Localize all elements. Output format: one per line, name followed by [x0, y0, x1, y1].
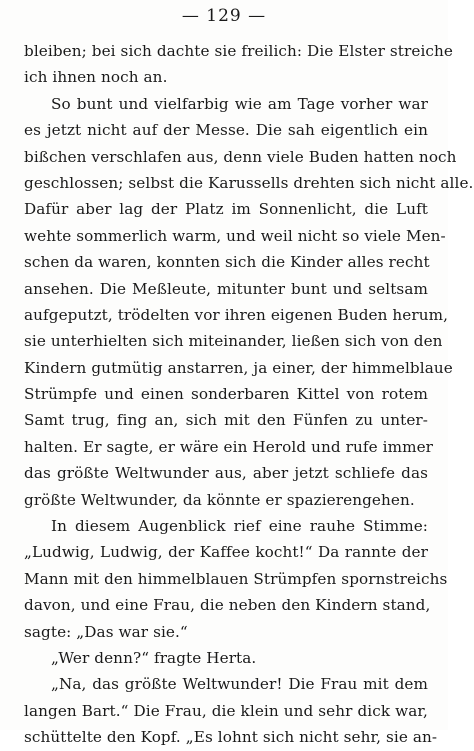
- text-line: schen da waren, konnten sich die Kinder alles recht: [24, 253, 430, 272]
- text-line: davon, und eine Frau, die neben den Kindern stand,: [24, 596, 431, 615]
- body-text: [24, 38, 474, 751]
- text-line: aufgeputzt, trödelten vor ihren eigenen Buden herum,: [24, 305, 449, 324]
- text-line: ansehen. Die Meßleute, mitunter bunt und seltsam: [24, 279, 428, 298]
- text-line: „Wer denn?“ fragte Herta.: [51, 648, 257, 667]
- text-line: schüttelte den Kopf. „Es lohnt sich nicht sehr, sie an-: [24, 728, 438, 747]
- text-line: Mann mit den himmelblauen Strümpfen spornstreichs: [24, 569, 448, 588]
- text-line: ich ihnen noch an.: [24, 68, 168, 87]
- text-line: größte Weltwunder, da könnte er spazierengehen.: [24, 490, 415, 509]
- page-number: — 129 —: [181, 6, 267, 26]
- text-line: wehte sommerlich warm, und weil nicht so viele Men-: [24, 226, 446, 245]
- text-line: langen Bart.“ Die Frau, die klein und sehr dick war,: [24, 701, 428, 720]
- text-line: bißchen verschlafen aus, denn viele Buden hatten noch: [24, 147, 457, 166]
- text-line: Dafür aber lag der Platz im Sonnenlicht, die Luft: [24, 200, 428, 219]
- text-line: bleiben; bei sich dachte sie freilich: Die Elster streiche: [24, 42, 453, 60]
- text-line: Kindern gutmütig anstarren, ja einer, der himmelblaue: [24, 358, 453, 377]
- text-line: geschlossen; selbst die Karussells drehten sich nicht alle.: [24, 173, 474, 192]
- text-line: sagte: „Das war sie.“: [24, 622, 188, 641]
- text-line: „Na, das größte Weltwunder! Die Frau mit dem: [51, 675, 428, 694]
- text-line: So bunt und vielfarbig wie am Tage vorher war: [51, 94, 428, 113]
- text-line: Strümpfe und einen sonderbaren Kittel von rotem: [24, 385, 428, 404]
- text-line: es jetzt nicht auf der Messe. Die sah eigentlich ein: [24, 121, 428, 140]
- text-line: halten. Er sagte, er wäre ein Herold und rufe immer: [24, 437, 434, 456]
- text-line: Samt trug, fing an, sich mit den Fünfen zu unter-: [24, 411, 428, 430]
- text-line: sie unterhielten sich miteinander, ließen sich von den: [24, 332, 443, 351]
- text-line: In diesem Augenblick rief eine rauhe Stimme:: [51, 517, 428, 536]
- text-line: das größte Weltwunder aus, aber jetzt schliefe das: [24, 464, 428, 483]
- text-line: „Ludwig, Ludwig, der Kaffee kocht!“ Da rannte der: [24, 543, 428, 562]
